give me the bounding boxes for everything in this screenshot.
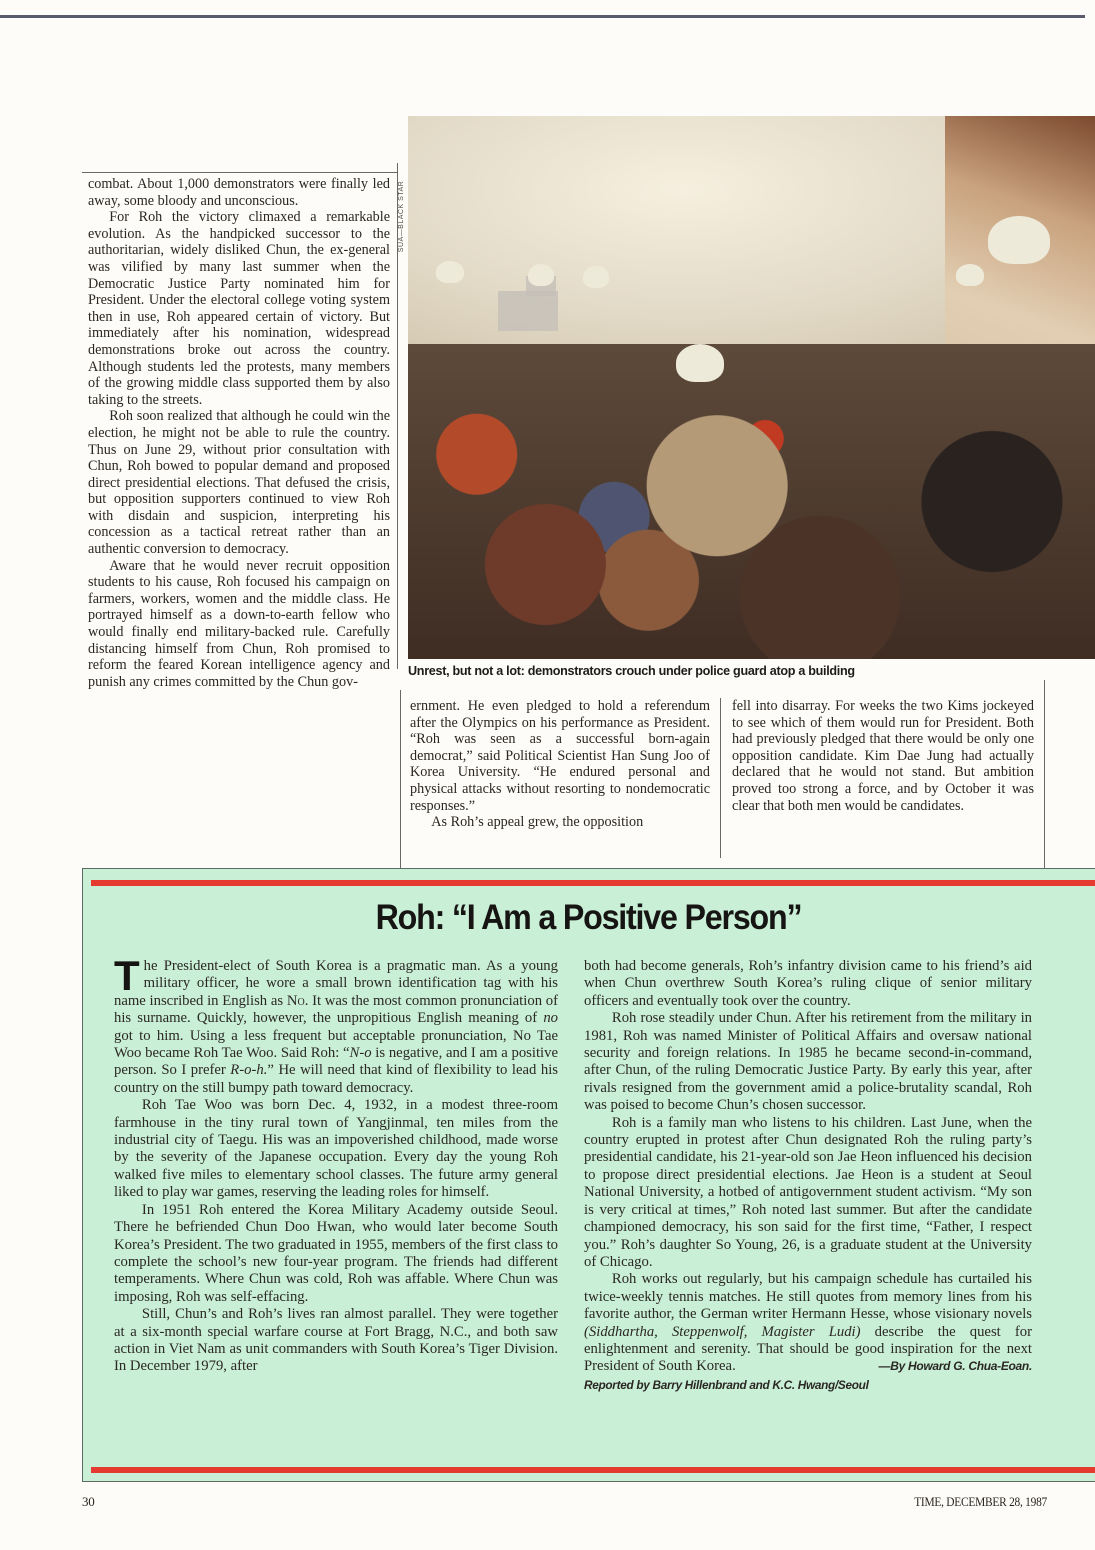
photo-caption: Unrest, but not a lot: demonstrators crouch under police guard atop a building [408,664,855,678]
photo-building [498,291,558,331]
helmet [988,216,1050,264]
paragraph: Roh works out regularly, but his campaign schedule has curtailed his twice-weekly tennis matches. He still quotes from memory lines from his favorite author, the German writer Hermann Hesse, whose visionary novels (Siddhartha, Steppenwolf, Magister Ludi) describe the quest for enlightenment and serenity. That should be good inspiration for the next President of South Korea. —By Howard G. Chua-Eoan. [584,1271,1032,1375]
sidebar-top-red-bar [91,880,1095,886]
helmet [583,266,609,288]
paragraph: Roh rose steadily under Chun. After his retirement from the military in 1981, Roh was named Minister of Political Affairs and oversaw national security and foreign relations. In 1985 he became second-in-command, after Chun, of the ruling Democratic Justice Party. By early this year, after rivals resigned from the government amid a police-brutality scandal, Roh was poised to become Chun’s chosen successor. [584,1010,1032,1114]
paragraph: Roh is a family man who listens to his children. Last June, when the country erupted in protest after Chun designated Roh the ruling party’s presidential candidate, his 21-year-old son Jae Heon influenced his decision to propose direct presidential elections. Jae Heon is a student at Seoul National University, a hotbed of antigovernment student activism. “My son is very critical at times,” Roh noted last summer. But after the candidate championed democracy, his son said for the first time, “Father, I respect you.” Roh’s daughter So Young, 26, is a graduate student at the University of Chicago. [584,1114,1032,1270]
header-rule [0,15,1085,18]
issue-date: TIME, DECEMBER 28, 1987 [914,1494,1047,1509]
paragraph: ernment. He even pledged to hold a referendum after the Olympics on his performance as President. “Roh was seen as a successful born-again democrat,” said Political Scientist Han Sung Joo of Korea University. “He endured personal and physical attacks without resorting to nondemocratic responses.” [410,698,710,814]
helmet [676,344,724,382]
article-left-column [88,176,390,690]
helmet [436,261,464,283]
paragraph: Aware that he would never recruit opposition students to his cause, Roh focused his campaign on farmers, workers, women and the middle class. He portrayed himself as a down-to-earth fellow who would finally end military-backed rule. Carefully distancing himself from Chun, Roh promised to reform the feared Korean intelligence agency and punish any crimes committed by the Chun gov- [88,557,390,690]
sidebar-left-column [114,952,558,1376]
article-right-column [732,698,1034,814]
sidebar-title: Roh: “I Am a Positive Person” [375,898,802,937]
paragraph: As Roh’s appeal grew, the opposition [431,814,644,831]
reporter-credit: Reported by Barry Hillenbrand and K.C. Hwang/Seoul [584,1377,869,1392]
paragraph: Roh soon realized that although he could win the election, he might not be able to rule the country. Thus on June 29, without prior consultation with Chun, Roh bowed to popular demand and proposed direct presidential elections. That defused the crisis, but opposition supporters continued to view Roh with disdain and suspicion, interpreting his concession as a tactical retreat rather than an authentic conversion to democracy. [88,408,390,558]
paragraph: Roh Tae Woo was born Dec. 4, 1932, in a modest three-room farmhouse in the tiny rural town of Yangjinmal, ten miles from the industrial city of Taegu. His was an impoverished childhood, made worse by the severity of the Japanese occupation. Every day the young Roh walked five miles to elementary school classes. The future army general liked to play war games, reserving the leading roles for himself. [114,1097,558,1201]
byline: —By Howard G. Chua-Eoan. [878,1359,1032,1374]
paragraph: The President-elect of South Korea is a pragmatic man. As a young military officer, he wore a small brown identification tag with his name inscribed in English as No. It was the most common pronunciation of his surname. Quickly, however, the unpropitious English meaning of no got to him. Using a less frequent but acceptable pronunciation, No Tae Woo became Roh Tae Woo. Said Roh: “N-o is negative, and I am a positive person. So I prefer R-o-h.” He will need that kind of flexibility to lead his country on the still bumpy path toward democracy. [114,952,558,1096]
paragraph: Still, Chun’s and Roh’s lives ran almost parallel. They were together at a six-month special warfare course at Fort Bragg, N.C., and both saw action in Viet Nam as unit commanders with South Korea’s Tiger Division. In December 1979, after [114,1306,558,1375]
column-divider [720,698,721,858]
drop-cap: T [114,952,140,999]
helmet [528,264,554,286]
paragraph: combat. About 1,000 demonstrators were finally led away, some bloody and unconscious. [88,176,390,209]
sidebar-bottom-red-bar [91,1467,1095,1473]
column-divider [400,690,401,868]
column-frame-top [82,172,397,173]
news-photo [408,116,1095,659]
page-number: 30 [82,1494,95,1509]
sidebar-right-column [584,958,1032,1394]
helmet [956,264,984,286]
paragraph: In 1951 Roh entered the Korea Military Academy outside Seoul. There he befriended Chun Doo Hwan, who would later become South Korea’s President. The two graduated in 1955, members of the first class to complete the school’s new four-year program. The friends had different temperaments. Where Chun was cold, Roh was affable. Where Chun was imposing, Roh was self-effacing. [114,1201,558,1305]
photo-crowd [408,344,1095,659]
paragraph: both had become generals, Roh’s infantry division came to his friend’s aid when Chun overthrew South Korea’s ruling clique of senior military officers and eventually took over the country. [584,958,1032,1009]
column-divider [1044,680,1045,868]
photo-credit: SUA—BLACK STAR [398,180,406,252]
paragraph: fell into disarray. For weeks the two Kims jockeyed to see which of them would run for President. Both had previously pledged that there would be only one opposition candidate. Kim Dae Jung had actually declared that he would not stand. But ambition proved too strong a force, and by October it was clear that both men would be candidates. [732,698,1034,814]
paragraph: For Roh the victory climaxed a remarkable evolution. As the handpicked successor to the authoritarian, widely disliked Chun, the ex-general was vilified by many last summer when the Democratic Justice Party nominated him for President. Under the electoral college voting system then in use, Roh appeared certain of victory. But immediately after his nomination, widespread demonstrations broke out across the country. Although students led the protests, many members of the growing middle class supported them by also taking to the streets. [88,209,390,408]
article-middle-column [410,698,710,831]
